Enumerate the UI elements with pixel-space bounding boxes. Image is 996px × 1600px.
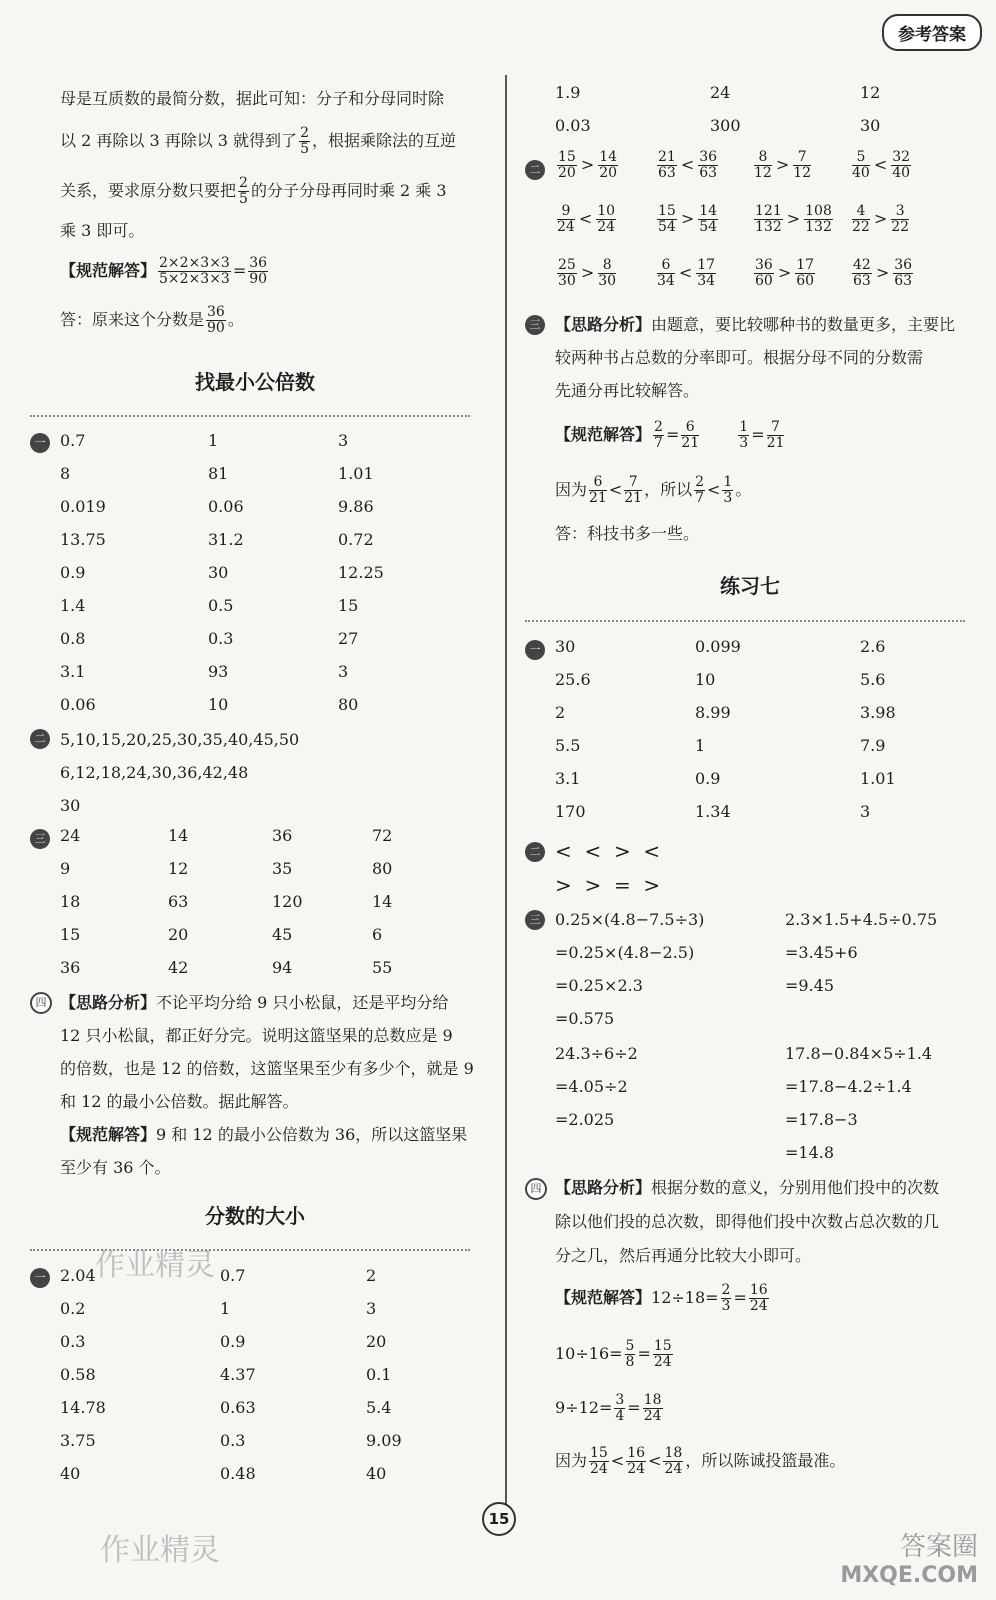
- grid-cell: 14.78: [60, 1398, 106, 1417]
- question-badge: 三: [30, 829, 50, 849]
- fraction-comparison: $\frac{121}{132}$ > $\frac{108}{132}$: [755, 203, 832, 235]
- section-title: 练习七: [720, 574, 780, 598]
- grid-cell: 3.1: [60, 662, 86, 681]
- solution-line: 【规范解答】 $\frac{2\times 2\times 3\times 3}{5\times 2\times 3\times 3}$ = $\frac{36}{90}$: [60, 255, 268, 287]
- answer-line: 答：原来这个分数是 $\frac{36}{90}$ 。: [60, 304, 244, 336]
- grid-cell: 1: [220, 1299, 231, 1318]
- question-badge: 二: [525, 160, 545, 180]
- column-divider: [505, 75, 507, 1505]
- text-line: 先通分再比较解答。: [555, 381, 700, 400]
- grid-cell: 20: [366, 1332, 387, 1351]
- grid-cell: 300: [710, 116, 741, 135]
- answer-line: 30: [60, 796, 81, 815]
- grid-cell: 27: [338, 629, 359, 648]
- grid-cell: 0.5: [208, 596, 234, 615]
- section-title: 分数的大小: [205, 1204, 305, 1228]
- text-line: 母是互质数的最简分数，据此可知：分子和分母同时除: [60, 89, 445, 108]
- grid-cell: 0.9: [695, 769, 721, 788]
- grid-cell: 1: [695, 736, 706, 755]
- question-badge: 一: [30, 433, 50, 453]
- text-line: 和 12 的最小公倍数。据此解答。: [60, 1092, 299, 1111]
- grid-cell: 12.25: [338, 563, 384, 582]
- text-line: 关系，要求原分数只要把 $\frac{2}{5}$ 的分子分母再同时乘 2 乘 3: [60, 175, 447, 207]
- grid-cell: 5.4: [366, 1398, 392, 1417]
- grid-cell: 0.48: [220, 1464, 256, 1483]
- grid-cell: 14: [168, 826, 189, 845]
- grid-cell: 0.63: [220, 1398, 256, 1417]
- question-badge: 三: [525, 910, 545, 930]
- grid-cell: 24: [710, 83, 731, 102]
- text-line: 乘 3 即可。: [60, 221, 145, 240]
- grid-cell: 10: [695, 670, 716, 689]
- grid-cell: 3: [338, 662, 349, 681]
- grid-cell: 0.8: [60, 629, 86, 648]
- grid-cell: 0.1: [366, 1365, 392, 1384]
- site-watermark: 答案圈 MXQE.COM: [840, 1532, 978, 1588]
- grid-cell: 1.01: [860, 769, 896, 788]
- grid-cell: 120: [272, 892, 303, 911]
- grid-cell: 1.9: [555, 83, 581, 102]
- dotted-divider: [525, 620, 965, 622]
- grid-cell: 0.72: [338, 530, 374, 549]
- grid-cell: 35: [272, 859, 293, 878]
- comparison-signs: < < > <: [555, 839, 661, 863]
- solution-line: 10÷16= $\frac{5}{8}$ = $\frac{15}{24}$: [555, 1338, 672, 1370]
- grid-cell: 0.2: [60, 1299, 86, 1318]
- grid-cell: 15: [60, 925, 81, 944]
- section-title: 找最小公倍数: [195, 370, 315, 394]
- grid-cell: 0.3: [208, 629, 234, 648]
- text-line: 的倍数，也是 12 的倍数，这篮坚果至少有多少个，就是 9: [60, 1059, 474, 1078]
- grid-cell: 72: [372, 826, 393, 845]
- grid-cell: 80: [372, 859, 393, 878]
- grid-cell: 3: [338, 431, 349, 450]
- answer-line: 6,12,18,24,30,36,42,48: [60, 763, 249, 782]
- grid-cell: 94: [272, 958, 293, 977]
- grid-cell: 20: [168, 925, 189, 944]
- grid-cell: 30: [555, 637, 576, 656]
- grid-cell: 8.99: [695, 703, 731, 722]
- grid-cell: 4.37: [220, 1365, 256, 1384]
- grid-cell: 12: [168, 859, 189, 878]
- text-line: 较两种书占总数的分率即可。根据分母不同的分数需: [555, 348, 924, 367]
- grid-cell: 0.019: [60, 497, 106, 516]
- grid-cell: 18: [60, 892, 81, 911]
- grid-cell: 3: [366, 1299, 377, 1318]
- grid-cell: 8: [60, 464, 71, 483]
- grid-cell: 0.3: [220, 1431, 246, 1450]
- grid-cell: 80: [338, 695, 359, 714]
- question-badge: 一: [525, 640, 545, 660]
- answer-line: 答：科技书多一些。: [555, 524, 700, 543]
- fraction-comparison: $\frac{25}{30}$ > $\frac{8}{30}$: [558, 257, 617, 289]
- grid-cell: 45: [272, 925, 293, 944]
- grid-cell: 25.6: [555, 670, 591, 689]
- fraction-comparison: $\frac{21}{63}$ < $\frac{36}{63}$: [658, 149, 718, 181]
- grid-cell: 0.7: [220, 1266, 246, 1285]
- grid-cell: 5.6: [860, 670, 886, 689]
- page-number: 15: [482, 1502, 516, 1536]
- grid-cell: 0.58: [60, 1365, 96, 1384]
- grid-cell: 3.98: [860, 703, 896, 722]
- right-column: 1.9 24 12 0.03 300 30 二 $\frac{15}{20}$ > $\frac{14}{20}$ $\frac{21}{63}$ < $\frac{36}{63}$ $\frac{8}{12}$ > $\frac{7}{12}$ $\frac{5}{40}$ < $\frac{32}{40}$ $\frac{9}{24}$ < $\frac{10}{24}$ $\frac{15}{54}$ > $\frac{14}{54}$ $\frac{121}{132}$ > $\frac{108}{132}$ $\frac{4}{22}$ > $\frac{3}{22}$ $\frac{25}{30}$ > $\frac{8}{30}$ $\frac{6}{34}$ < $\frac{17}{34}$ $\frac{36}{60}$ > $\frac{17}{60}$ $\frac{42}{63}$ > $\frac{36}{63}$ 三 【思路分析】由题意，要比较哪种书的数量更多，主要比 较两种书占总数的分率即可。根据分母不同的分数需 先通分再比较解答。 【规范解答】 $\frac{2}{7}$ = $\frac{6}{21}$ $\frac{1}{3}$ = $\frac{7}{21}$ 因为 $\frac{6}{21}$ < $\frac{7}{21}$ ，所以 $\frac{2}{7}$ < $\frac{1}{3}$ 。 答：科技书多一些。 练习七 一 30 0.099 2.6 25.6 10 5.6 2 8.99 3.98 5.5 1 7.9 3.1 0.9 1.01 170 1.34 3 二 < < > < > > = > 三 0.25×(4.8−7.5÷3) =0.25×(4.8−2.5) =0.25×2.3 =0.575 2.3×1.5+4.5÷0.75 =3.45+6 =9.45 24.3÷6÷2 =4.05÷2 =2.025 17.8−0.84×5÷1.4 =17.8−4.2÷1.4 =17.8−3 =14.8 四 【思路分析】根据分数的意义，分别用他们投中的次数 除以他们投的总次数，即得他们投中次数占总次数的几 分之几，然后再通分比较大小即可。 【规范解答】12÷18= $\frac{2}{3}$ = $\frac{16}{24}$ 10÷16= $\frac{5}{8}$ = $\frac{15}{24}$ 9÷12= $\frac{3}{4}$ = $\frac{18}{24}$ 因为 $\frac{15}{24}$ < $\frac{16}{24}$ < $\frac{18}{24}$ ，所以陈诚投篮最准。: [525, 0, 975, 1600]
- grid-cell: 30: [860, 116, 881, 135]
- grid-cell: 1.34: [695, 802, 731, 821]
- fraction-comparison: $\frac{4}{22}$ > $\frac{3}{22}$: [852, 203, 910, 235]
- grid-cell: 1: [208, 431, 219, 450]
- text-line: 以 2 再除以 3 再除以 3 就得到了 $\frac{2}{5}$ ，根据乘除法的互逆: [60, 125, 456, 157]
- grid-cell: 9.09: [366, 1431, 402, 1450]
- text-line: 【规范解答】9 和 12 的最小公倍数为 36，所以这篮坚果: [60, 1125, 468, 1144]
- grid-cell: 1.01: [338, 464, 374, 483]
- grid-cell: 14: [372, 892, 393, 911]
- text-line: 【思路分析】由题意，要比较哪种书的数量更多，主要比: [555, 315, 956, 334]
- grid-cell: 10: [208, 695, 229, 714]
- solution-line: 9÷12= $\frac{3}{4}$ = $\frac{18}{24}$: [555, 1392, 662, 1424]
- grid-cell: 0.06: [60, 695, 96, 714]
- fraction-comparison: $\frac{9}{24}$ < $\frac{10}{24}$: [557, 203, 616, 235]
- grid-cell: 36: [272, 826, 293, 845]
- solution-line: 【规范解答】 $\frac{2}{7}$ = $\frac{6}{21}$ $\frac{1}{3}$ = $\frac{7}{21}$: [555, 419, 785, 451]
- question-badge: 一: [30, 1268, 50, 1288]
- fraction-comparison: $\frac{6}{34}$ < $\frac{17}{34}$: [657, 257, 716, 289]
- grid-cell: 2.04: [60, 1266, 96, 1285]
- grid-cell: 36: [60, 958, 81, 977]
- dotted-divider: [30, 415, 470, 417]
- text-line: 【思路分析】不论平均分给 9 只小松鼠，还是平均分给: [60, 993, 449, 1012]
- question-badge: 二: [525, 842, 545, 862]
- grid-cell: 0.9: [220, 1332, 246, 1351]
- grid-cell: 0.7: [60, 431, 86, 450]
- grid-cell: 2: [366, 1266, 377, 1285]
- grid-cell: 30: [208, 563, 229, 582]
- grid-cell: 31.2: [208, 530, 244, 549]
- text-line: 至少有 36 个。: [60, 1158, 171, 1177]
- grid-cell: 170: [555, 802, 586, 821]
- grid-cell: 12: [860, 83, 881, 102]
- grid-cell: 3: [860, 802, 871, 821]
- fraction-comparison: $\frac{5}{40}$ < $\frac{32}{40}$: [852, 149, 911, 181]
- grid-cell: 0.06: [208, 497, 244, 516]
- question-badge: 三: [525, 315, 545, 335]
- grid-cell: 42: [168, 958, 189, 977]
- fraction-comparison: $\frac{36}{60}$ > $\frac{17}{60}$: [755, 257, 815, 289]
- grid-cell: 9: [60, 859, 71, 878]
- grid-cell: 0.099: [695, 637, 741, 656]
- grid-cell: 5.5: [555, 736, 581, 755]
- text-line: 除以他们投的总次数，即得他们投中次数占总次数的几: [555, 1212, 940, 1231]
- grid-cell: 2: [555, 703, 566, 722]
- grid-cell: 13.75: [60, 530, 106, 549]
- question-badge: 四: [30, 992, 52, 1014]
- conclusion-line: 因为 $\frac{15}{24}$ < $\frac{16}{24}$ < $\frac{18}{24}$ ，所以陈诚投篮最准。: [555, 1445, 846, 1477]
- fraction-comparison: $\frac{42}{63}$ > $\frac{36}{63}$: [853, 257, 913, 289]
- left-column: [30, 0, 480, 1600]
- grid-cell: 9.86: [338, 497, 374, 516]
- watermark-text: 作业精灵: [95, 1248, 215, 1283]
- solution-line: 【规范解答】12÷18= $\frac{2}{3}$ = $\frac{16}{24}$: [555, 1282, 768, 1314]
- question-badge: 二: [30, 729, 50, 749]
- grid-cell: 40: [60, 1464, 81, 1483]
- grid-cell: 1.4: [60, 596, 86, 615]
- grid-cell: 24: [60, 826, 81, 845]
- fraction-comparison: $\frac{15}{20}$ > $\frac{14}{20}$: [558, 149, 618, 181]
- grid-cell: 0.03: [555, 116, 591, 135]
- fraction-comparison: $\frac{15}{54}$ > $\frac{14}{54}$: [658, 203, 718, 235]
- comparison-signs: > > = >: [555, 873, 661, 897]
- grid-cell: 55: [372, 958, 393, 977]
- grid-cell: 3.75: [60, 1431, 96, 1450]
- question-badge: 四: [525, 1178, 547, 1200]
- grid-cell: 7.9: [860, 736, 886, 755]
- grid-cell: 2.6: [860, 637, 886, 656]
- text-line: 【思路分析】根据分数的意义，分别用他们投中的次数: [555, 1178, 940, 1197]
- fraction-comparison: $\frac{8}{12}$ > $\frac{7}{12}$: [754, 149, 812, 181]
- grid-cell: 81: [208, 464, 229, 483]
- answer-line: 5,10,15,20,25,30,35,40,45,50: [60, 730, 300, 749]
- text-line: 12 只小松鼠，都正好分完。说明这篮坚果的总数应是 9: [60, 1026, 453, 1045]
- grid-cell: 15: [338, 596, 359, 615]
- grid-cell: 0.9: [60, 563, 86, 582]
- grid-cell: 63: [168, 892, 189, 911]
- answer-key-tab: 参考答案: [882, 14, 982, 51]
- grid-cell: 0.3: [60, 1332, 86, 1351]
- comparison-line: 因为 $\frac{6}{21}$ < $\frac{7}{21}$ ，所以 $\frac{2}{7}$ < $\frac{1}{3}$ 。: [555, 474, 752, 506]
- watermark-text: 作业精灵: [100, 1533, 220, 1568]
- grid-cell: 93: [208, 662, 229, 681]
- grid-cell: 3.1: [555, 769, 581, 788]
- text-line: 分之几，然后再通分比较大小即可。: [555, 1246, 812, 1265]
- grid-cell: 6: [372, 925, 383, 944]
- grid-cell: 40: [366, 1464, 387, 1483]
